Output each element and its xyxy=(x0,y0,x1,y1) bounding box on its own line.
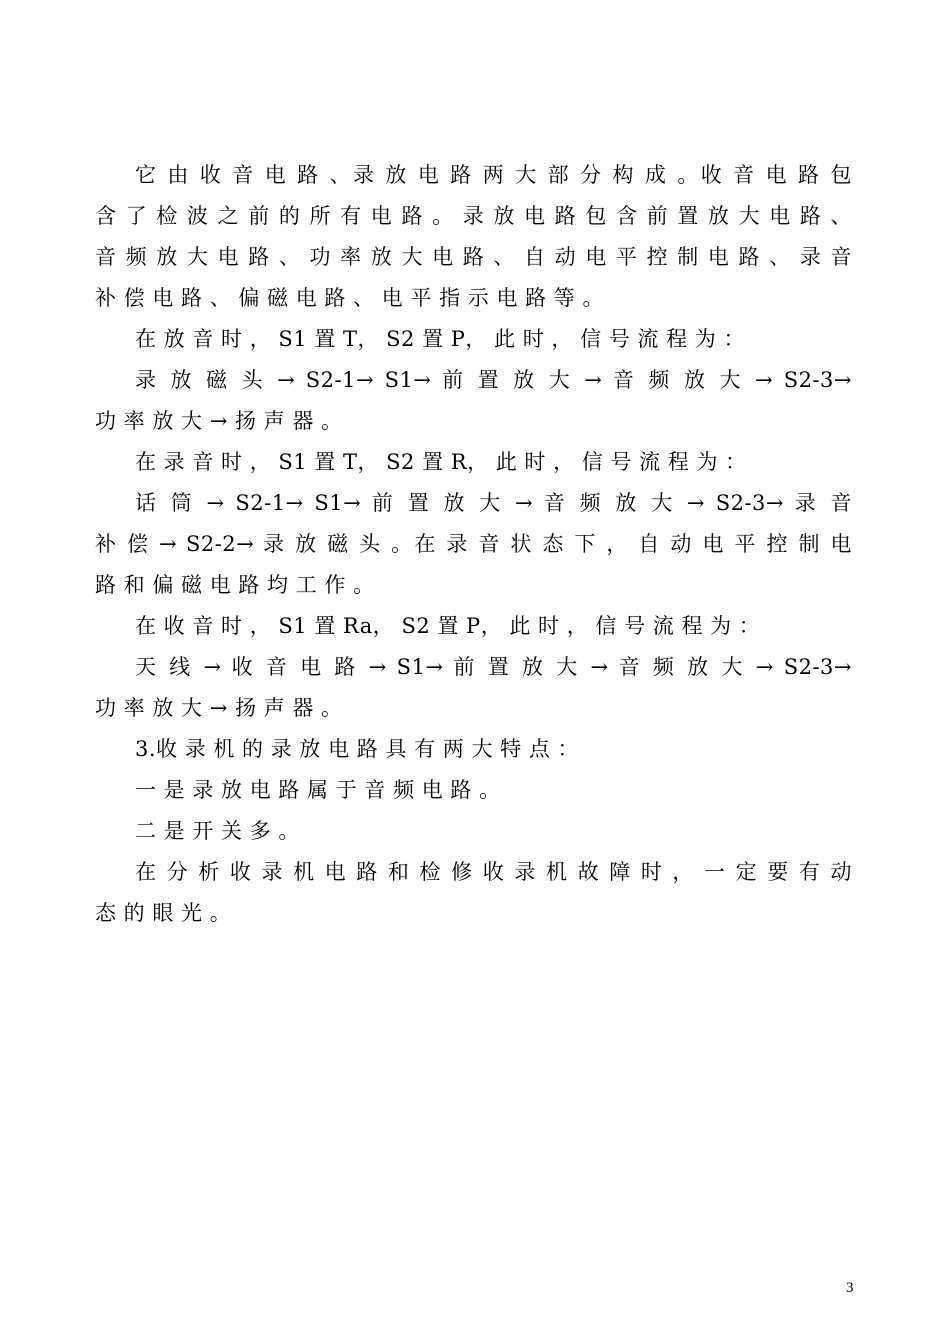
paragraph-line-15: 3.收 录 机 的 录 放 电 路 具 有 两 大 特 点 ： xyxy=(135,737,579,761)
paragraph-line-11: 路 和 偏 磁 电 路 均 工 作 。 xyxy=(95,573,375,597)
paragraph-line-6: 录 放 磁 头 → S2-1→ S1→ 前 置 放 大 → 音 频 放 大 → S2-3→ xyxy=(135,368,852,392)
paragraph-line-3: 音 频 放 大 电 路 、 功 率 放 大 电 路 、 自 动 电 平 控 制 电 路 、 录 音 xyxy=(95,245,852,269)
paragraph-line-19: 态 的 眼 光 。 xyxy=(95,901,232,925)
paragraph-line-1: 它 由 收 音 电 路 、录 放 电 路 两 大 部 分 构 成 。收 音 电 路 包 xyxy=(135,163,852,187)
paragraph-line-4: 补 偿 电 路 、 偏 磁 电 路 、 电 平 指 示 电 路 等 。 xyxy=(95,286,604,310)
paragraph-line-2: 含 了 检 波 之 前 的 所 有 电 路 。 录 放 电 路 包 含 前 置 放 大 电 路 、 xyxy=(95,204,852,228)
paragraph-line-16: 一 是 录 放 电 路 属 于 音 频 电 路 。 xyxy=(135,778,501,802)
page-number: 3 xyxy=(846,1280,854,1296)
paragraph-line-10: 补 偿 → S2-2→ 录 放 磁 头 。在 录 音 状 态 下 ， 自 动 电 平 控 制 电 xyxy=(95,532,852,556)
paragraph-line-12: 在 收 音 时 ， S1 置 Ra， S2 置 P， 此 时 ， 信 号 流 程 为 ： xyxy=(135,614,761,638)
paragraph-line-7: 功 率 放 大 → 扬 声 器 。 xyxy=(95,409,343,433)
paragraph-line-18: 在 分 析 收 录 机 电 路 和 检 修 收 录 机 故 障 时 ， 一 定 要 有 动 xyxy=(135,860,852,884)
paragraph-line-17: 二 是 开 关 多 。 xyxy=(135,819,300,843)
body-text xyxy=(95,155,852,934)
paragraph-line-5: 在 放 音 时 ， S1 置 T， S2 置 P， 此 时 ， 信 号 流 程 为 ： xyxy=(135,327,745,351)
paragraph-line-13: 天 线 → 收 音 电 路 → S1→ 前 置 放 大 → 音 频 放 大 → S2-3→ xyxy=(135,655,852,679)
paragraph-line-14: 功 率 放 大 → 扬 声 器 。 xyxy=(95,696,343,720)
paragraph-line-9: 话 筒 → S2-1→ S1→ 前 置 放 大 → 音 频 放 大 → S2-3→ 录 音 xyxy=(135,491,852,515)
paragraph-line-8: 在 录 音 时 ， S1 置 T， S2 置 R， 此 时 ， 信 号 流 程 为 ： xyxy=(135,450,747,474)
